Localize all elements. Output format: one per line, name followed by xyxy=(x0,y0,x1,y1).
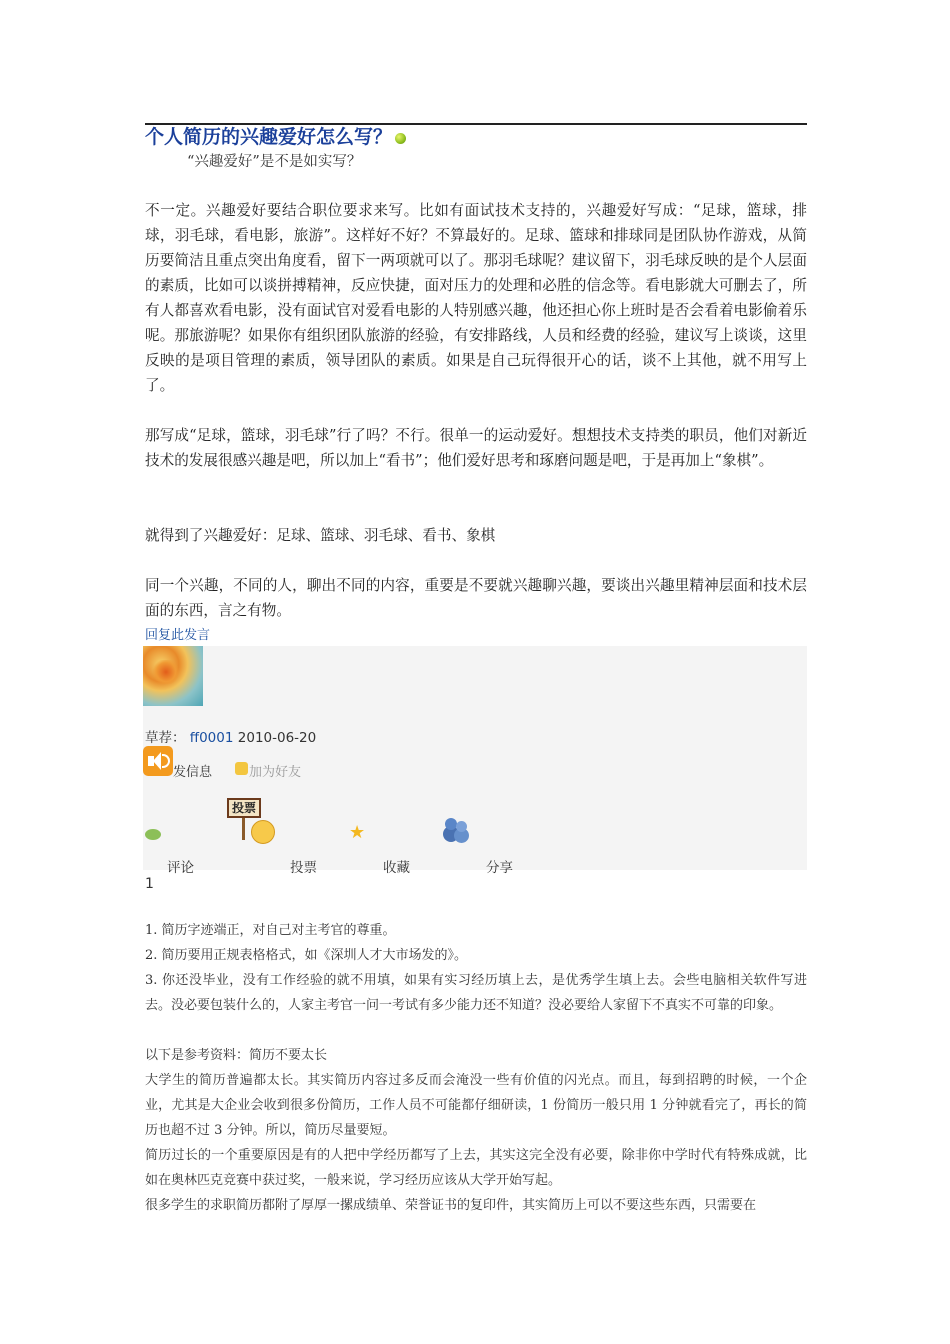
add-friend-link[interactable]: 加为好友 xyxy=(249,765,302,780)
share-people-icon[interactable] xyxy=(443,818,469,840)
paragraph-1: 不一定。兴趣爱好要结合职位要求来写。比如有面试技术支持的，兴趣爱好写成：“足球，篮球，排球，羽毛球，看电影，旅游”。这样好不好？不算最好的。足球、篮球和排球同是团队协作游戏，从简历要简洁且重点突出角度看，留下一两项就可以了。那羽毛球呢？建议留下，羽毛球反映的是个人层面的素质，比如可以谈拼搏精神，反应快捷，面对压力的处理和必胜的信念等。看电影就大可删去了，所有人都喜欢看电影，没有面试官对爱看电影的人特别感兴趣，他还担心你上班时是否会看着电影偷着乐呢。那旅游呢？如果你有组织团队旅游的经验，有安排路线，人员和经费的经验，建议写上谈谈，这里反映的是项目管理的素质，领导团队的素质。如果是自己玩得很开心的话，谈不上其他，就不用写上了。 xyxy=(145,202,807,394)
paragraph-3: 就得到了兴趣爱好：足球、篮球、羽毛球、看书、象棋 xyxy=(145,527,496,544)
reply-line-6: 简历过长的一个重要原因是有的人把中学经历都写了上去，其实这完全没有必要，除非你中学时代有特殊成就，比如在奥林匹克竞赛中获过奖，一般来说，学习经历应该从大学开始写起。 xyxy=(145,1148,807,1188)
reply-line-4: 以下是参考资料：简历不要太长 xyxy=(145,1048,328,1063)
title-text: 个人简历的兴趣爱好怎么写？ xyxy=(145,126,393,148)
recommend-label: 草荐： xyxy=(145,730,186,746)
comment-button[interactable]: 评论 xyxy=(167,860,194,876)
vote-pole xyxy=(242,818,245,840)
speaker-icon[interactable] xyxy=(143,746,173,776)
share-button[interactable]: 分享 xyxy=(486,860,513,876)
vote-button[interactable]: 投票 xyxy=(290,860,317,876)
send-message-link[interactable]: 发信息 xyxy=(173,765,213,780)
username-link[interactable]: ff0001 xyxy=(189,730,234,746)
floor-number: 1 xyxy=(145,876,154,892)
post-info-panel xyxy=(143,646,807,876)
reply-line-7: 很多学生的求职简历都附了厚厚一摞成绩单、荣誉证书的复印件，其实简历上可以不要这些东西，只需要在 xyxy=(145,1198,757,1213)
post-date: 2010-06-20 xyxy=(237,730,317,746)
add-friend-icon xyxy=(235,762,248,775)
comment-bubble-icon[interactable] xyxy=(145,829,161,840)
reply-line-2: 2. 简历要用正规表格格式，如《深圳人才大市场发的》。 xyxy=(145,948,468,963)
reply-line-3: 3. 你还没毕业，没有工作经验的就不用填，如果有实习经历填上去，是优秀学生填上去。会些电脑相关软件写进去。没必要包装什么的，人家主考官一问一考试有多少能力还不知道？没必要给人家留下不真实不可靠的印象。 xyxy=(145,973,807,1013)
reply-line-1: 1. 简历字迹端正，对自己对主考官的尊重。 xyxy=(145,923,396,938)
paragraph-2: 那写成“足球，篮球，羽毛球”行了吗？不行。很单一的运动爱好。想想技术支持类的职员，他们对新近技术的发展很感兴趣是吧，所以加上“看书”；他们爱好思考和琢磨问题是吧，于是再加上“象棋”。 xyxy=(145,427,807,469)
favorite-button[interactable]: 收藏 xyxy=(383,860,410,876)
poster-line xyxy=(145,726,316,746)
reply-to-post-link[interactable]: 回复此发言 xyxy=(145,628,211,643)
article-title xyxy=(145,124,406,150)
star-icon[interactable]: ★ xyxy=(349,822,366,843)
article-subtitle: “兴趣爱好”是不是如实写？ xyxy=(187,154,362,170)
reply-line-5: 大学生的简历普遍都太长。其实简历内容过多反而会淹没一些有价值的闪光点。而且，每到招聘的时候，一个企业，尤其是大企业会收到很多份简历，工作人员不可能都仔细研读，1 份简历一般只用 1 分钟就看完了，再长的简历也超不过 3 分钟。所以，简历尽量要短。 xyxy=(145,1073,807,1138)
vote-sign-icon: 投票 xyxy=(227,798,261,818)
paragraph-4: 同一个兴趣，不同的人，聊出不同的内容，重要是不要就兴趣聊兴趣，要谈出兴趣里精神层面和技术层面的东西，言之有物。 xyxy=(145,577,807,619)
avatar[interactable] xyxy=(143,646,203,706)
green-dot-icon xyxy=(395,133,406,144)
smiley-face-icon xyxy=(251,820,275,844)
